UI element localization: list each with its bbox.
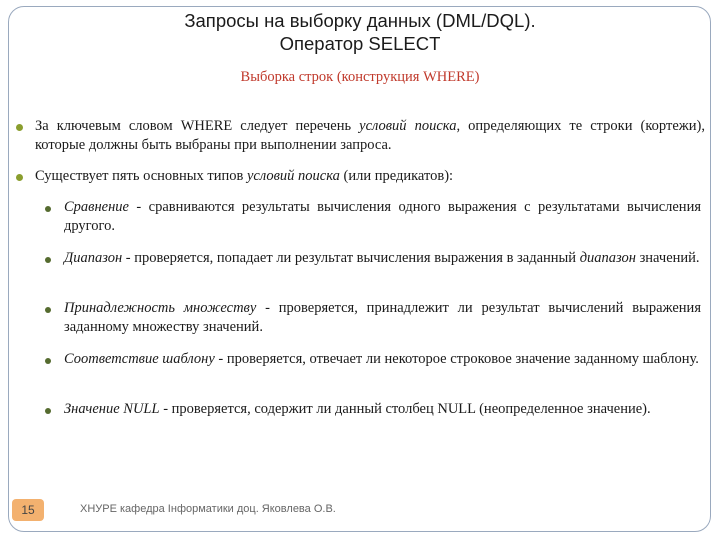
predicate-description: - проверяется, попадает ли результат вычисления выражения в заданный bbox=[122, 250, 580, 266]
predicate-pattern-match bbox=[64, 350, 701, 369]
predicate-term: Сравнение bbox=[64, 199, 129, 215]
predicate-description: - сравниваются результаты вычисления одного выражения с результатами вычисления другого. bbox=[64, 199, 701, 234]
predicate-description: - проверяется, принадлежит ли результат вычислений выражения заданному множеству значений. bbox=[64, 300, 701, 335]
bullet-emphasis: условий поиска bbox=[359, 118, 457, 134]
predicate-comparison bbox=[64, 198, 701, 236]
predicate-description: значений. bbox=[635, 250, 700, 266]
predicate-term: Принадлежность множеству bbox=[64, 300, 257, 316]
predicate-term: Диапазон bbox=[64, 250, 123, 266]
predicate-term: Соответствие шаблону bbox=[64, 351, 215, 367]
bullet-text: За ключевым словом WHERE следует перечень bbox=[35, 118, 360, 134]
predicate-range bbox=[64, 249, 701, 268]
sub-bullet-icon bbox=[45, 358, 51, 364]
page-number: 15 bbox=[12, 499, 44, 521]
slide-subtitle: Выборка строк (конструкция WHERE) bbox=[240, 69, 480, 85]
predicate-set-membership bbox=[64, 299, 701, 337]
bullet-icon bbox=[16, 174, 23, 181]
bullet-predicate-types bbox=[35, 167, 705, 186]
title-line-1: Запросы на выборку данных (DML/DQL). bbox=[184, 10, 536, 31]
predicate-term: Значение NULL bbox=[64, 401, 160, 417]
sub-bullet-icon bbox=[45, 307, 51, 313]
bullet-icon bbox=[16, 124, 23, 131]
predicate-description: - проверяется, содержит ли данный столбец NULL (неопределенное значение). bbox=[159, 401, 651, 417]
predicate-description: - проверяется, отвечает ли некоторое строковое значение заданному шаблону. bbox=[214, 351, 699, 367]
predicate-emphasis: диапазон bbox=[579, 250, 636, 266]
bullet-text: (или предикатов): bbox=[339, 168, 454, 184]
sub-bullet-icon bbox=[45, 408, 51, 414]
sub-bullet-icon bbox=[45, 206, 51, 212]
bullet-text: Существует пять основных типов bbox=[35, 168, 247, 184]
sub-bullet-icon bbox=[45, 257, 51, 263]
bullet-text: , определяющих те строки (кортежи), которые должны быть выбраны при выполнении запроса. bbox=[35, 118, 705, 153]
title-line-2: Оператор SELECT bbox=[279, 33, 441, 54]
footer-text: ХНУРЕ кафедра Інформатики доц. Яковлева О.В. bbox=[80, 503, 336, 515]
bullet-where-description bbox=[35, 117, 705, 155]
predicate-null bbox=[64, 400, 701, 419]
slide-title bbox=[90, 9, 630, 55]
bullet-emphasis: условий поиска bbox=[246, 168, 340, 184]
